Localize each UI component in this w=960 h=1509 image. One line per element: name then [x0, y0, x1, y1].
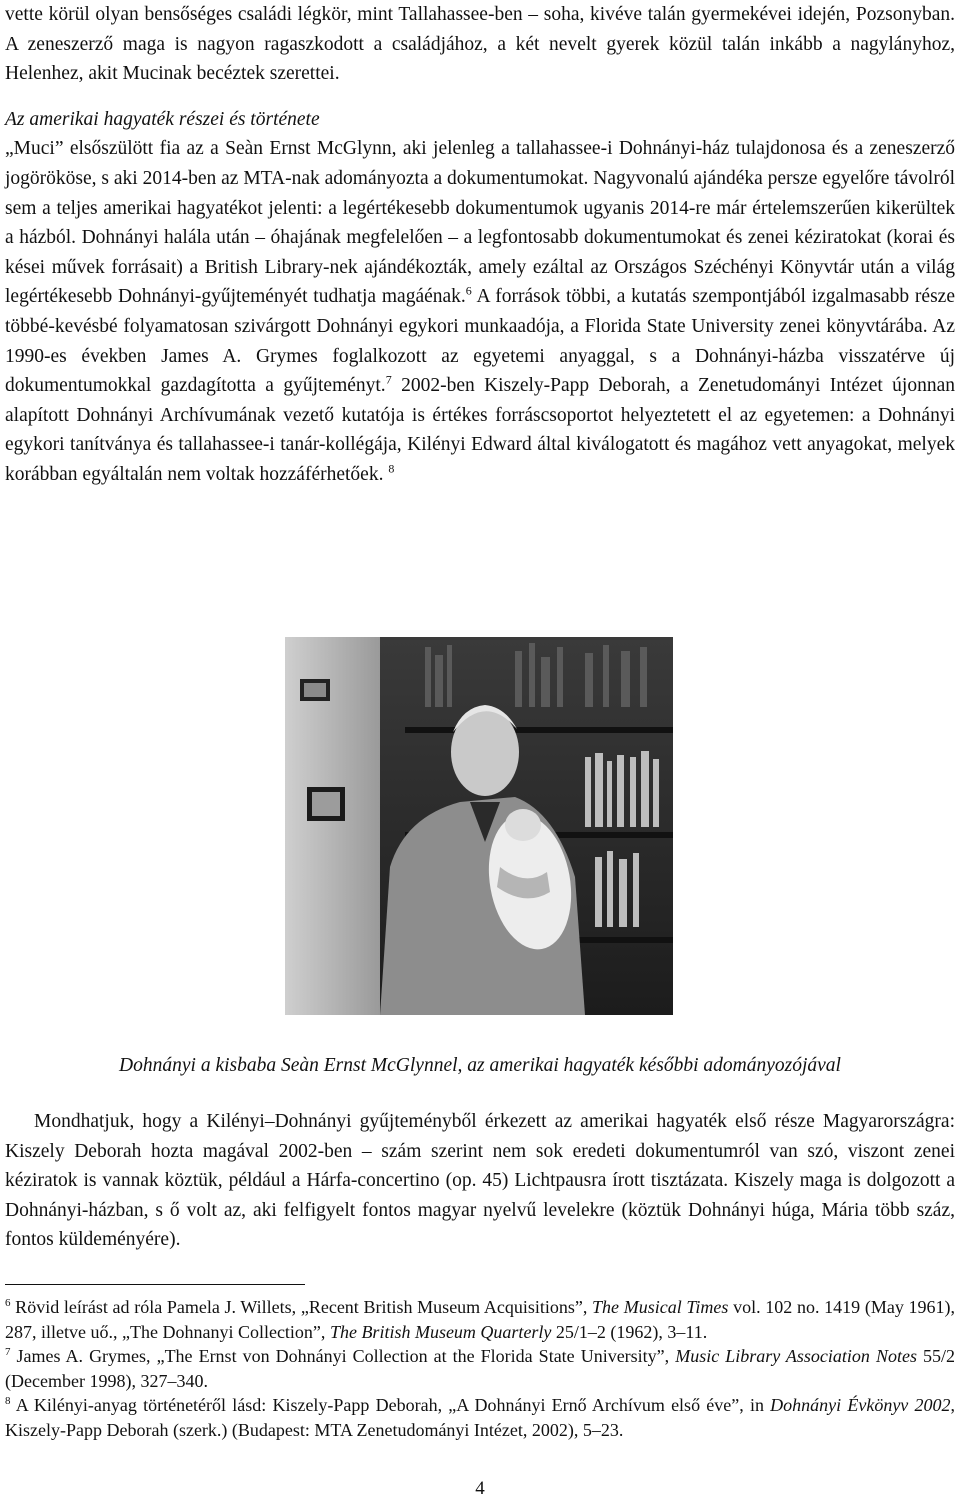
footnote-text: 55/2 (December 1998), 327–340. — [5, 1346, 955, 1391]
footnote-text: , Kiszely-Papp Deborah (szerk.) (Budapest: MTA Zenetudományi Intézet, 2002), 5–23. — [5, 1395, 956, 1440]
footnote-text: Rövid leírást ad róla Pamela J. Willets, „Recent British Museum Acquisitions”, — [10, 1297, 593, 1317]
footnote-text: 25/1–2 (1962), 3–11. — [551, 1321, 708, 1342]
footnote-8 — [5, 1393, 955, 1442]
footnote-title-italic: Music Library Association Notes — [675, 1346, 917, 1366]
footnote-number: 8 — [5, 1395, 11, 1407]
para1-text-a: „Muci” elsőszülött fia az a Seàn Ernst McGlynn, aki jelenleg a tallahassee-i Dohnányi-ház tulajdonosa és a zeneszerző jogörököse, s aki 2014-ben az MTA-nak adományozta a dokumentumokat. Nagyvonalú ajándéka persze egyelőre távolról sem a teljes amerikai hagyatékot jelenti: a legértékesebb dokumentumok ugyanis 2014-re már értelemszerűen kikerültek a házból. Dohnányi halála után – óhajának megfelelően – a legfontosabb dokumentumokat és zenei kéziratokat (korai és kései művek forrásait) a British Library-nek ajándékozták, amely ezáltal az Országos Széchényi Könyvtár után a világ legértékesebb Dohnányi-gyűjteményét tudhatja magáénak. — [5, 138, 955, 308]
footnote-ref-7[interactable]: 7 — [385, 372, 392, 387]
dohnanyi-with-baby-photo — [285, 637, 673, 1015]
footnote-ref-8[interactable]: 8 — [388, 461, 395, 476]
page-body — [5, 0, 955, 490]
footnote-text: A Kilényi-anyag történetéről lásd: Kiszely-Papp Deborah, „A Dohnányi Ernő Archívum első éve”, in — [10, 1395, 771, 1415]
footnotes — [5, 1295, 955, 1442]
footnote-7 — [5, 1344, 955, 1393]
photo — [285, 637, 673, 1015]
section-title: Az amerikai hagyaték részei és története — [5, 108, 320, 130]
footnote-title-italic: The Musical Times — [592, 1297, 729, 1317]
footnote-number: 7 — [5, 1346, 11, 1358]
page-number: 4 — [475, 1478, 485, 1499]
footnote-number: 6 — [5, 1297, 11, 1309]
body-paragraph-2: Mondhatjuk, hogy a Kilényi–Dohnányi gyűjteményből érkezett az amerikai hagyaték első része Magyarországra: Kiszely Deborah hozta magával 2002-ben – szám szerint nem sok eredeti dokumentumról van szó, viszont zenei kéziratok is vannak köztük, például a Hárfa-concertino (op. 45) Lichtpausra írott tisztázata. Kiszely maga is dolgozott a Dohnányi-házban, s ő volt az, aki felfigyelt fontos magyar nyelvű levelekre (köztük Dohnányi húga, Mária több száz, fontos küldeményére). — [5, 1111, 955, 1251]
footnote-ref-6[interactable]: 6 — [465, 283, 472, 298]
para1-text-b: A források többi, a kutatás szempontjából izgalmasabb része többé-kevésbé folyamatosan szivárgott Dohnányi egykori munkaadója, a Florida State University zenei könyvtárába. Az 1990-es években James A. Grymes foglalkozott az egyetemi anyaggal, s a Dohnányi-házba visszatérve új dokumentumokkal gazdagította a gyűjteményt. — [5, 286, 955, 397]
photo-caption: Dohnányi a kisbaba Seàn Ernst McGlynnel, az amerikai hagyaték későbbi adományozójával — [119, 1055, 841, 1076]
para1-text-c: 2002-ben Kiszely-Papp Deborah, a Zenetudományi Intézet újonnan alapított Dohnányi Archívumának vezető kutatója is értékes forráscsoportot helyeztetett el az egyetemen: a Dohnányi egykori tanítványa és tallahassee-i tanár-kollégája, Kilényi Edward által kiválogatott és magához vett anyagokat, melyek korábban egyáltalán nem voltak hozzáférhetőek. — [5, 375, 955, 485]
footnote-text: James A. Grymes, „The Ernst von Dohnányi Collection at the Florida State University”, — [10, 1346, 676, 1366]
footnote-title-italic: The British Museum Quarterly — [329, 1321, 552, 1342]
footnote-6 — [5, 1295, 955, 1344]
intro-paragraph: vette körül olyan bensőséges családi légkör, mint Tallahassee-ben – soha, kivéve talán gyermekévei idején, Pozsonyban. A zeneszerző maga is nagyon ragaszkodott a családjához, a két nevelt gyerek közül talán inkább a nagylányhoz, Helenhez, akit Mucinak becéztek szerettei. — [5, 4, 955, 85]
footnote-title-italic: Dohnányi Évkönyv 2002 — [770, 1395, 951, 1415]
body-paragraph-1 — [5, 134, 955, 489]
body-paragraph-2-wrap — [5, 1107, 955, 1255]
footnote-divider — [5, 1284, 305, 1285]
footnote-text: vol. 102 no. 1419 (May 1961), 287, illetve uő., „The Dohnanyi Collection”, — [5, 1297, 955, 1342]
